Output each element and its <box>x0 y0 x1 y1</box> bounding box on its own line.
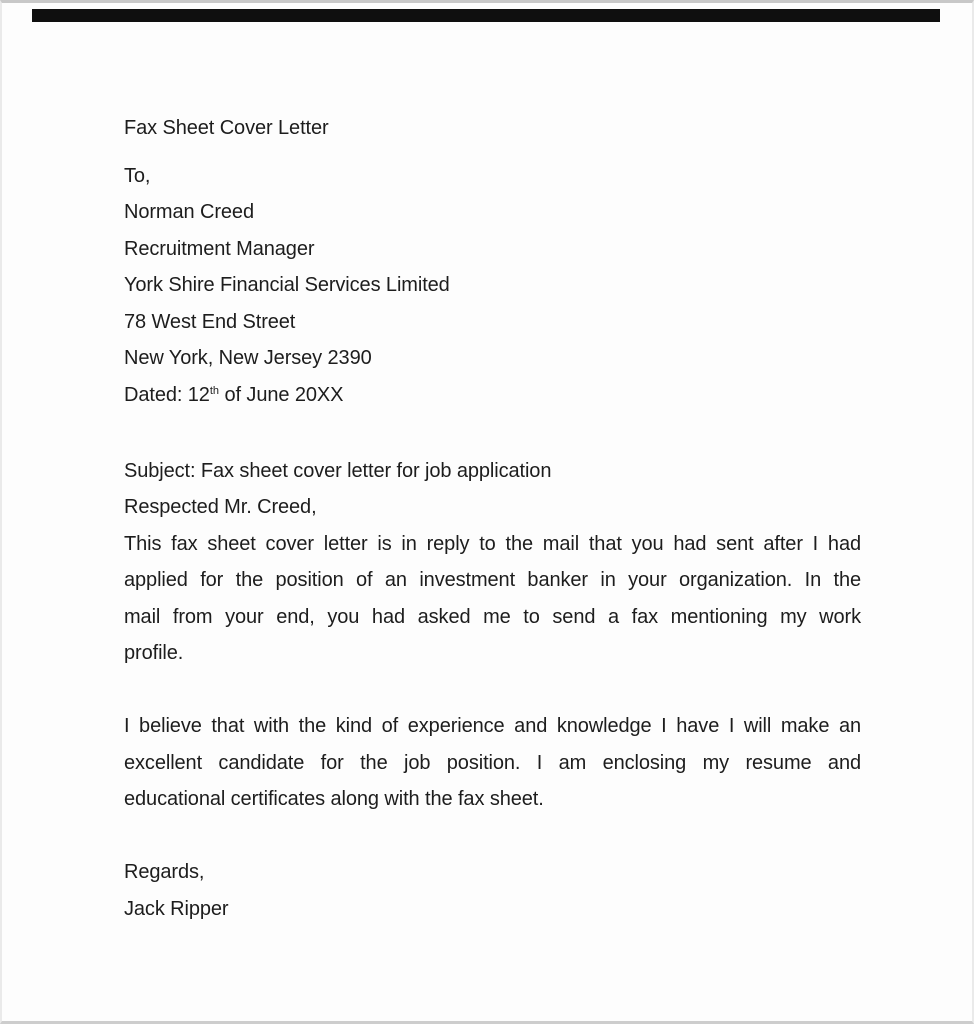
recipient-street: 78 West End Street <box>124 310 296 333</box>
recipient-name: Norman Creed <box>124 201 254 223</box>
body-paragraph-1 <box>124 526 861 672</box>
body-line: educational certificates along with the fax sheet. <box>124 788 544 810</box>
body-paragraph-2 <box>124 708 861 818</box>
closing-regards: Regards, <box>124 861 205 883</box>
recipient-company: York Shire Financial Services Limited <box>124 274 450 296</box>
subject-line: Subject: Fax sheet cover letter for job application <box>124 459 552 482</box>
body-line: mail from your end, you had asked me to send a fax mentioning my work <box>124 605 861 628</box>
date-ordinal-superscript: th <box>209 384 220 397</box>
salutation: Respected Mr. Creed, <box>124 496 317 518</box>
body-line: excellent candidate for the job position. I am enclosing my resume and <box>124 751 861 774</box>
body-line: I believe that with the kind of experience and knowledge I have I will make an <box>124 715 861 737</box>
closing-block <box>124 854 861 927</box>
top-border-bar <box>32 9 940 22</box>
date-suffix: of June 20XX <box>219 383 344 406</box>
body-line: profile. <box>124 642 184 664</box>
subject-and-body <box>124 453 861 672</box>
recipient-label: To, <box>124 164 151 187</box>
letter-body <box>124 110 861 927</box>
signature-name: Jack Ripper <box>124 897 229 920</box>
recipient-block <box>124 158 861 417</box>
date-prefix: Dated: 12 <box>124 383 210 406</box>
body-line: This fax sheet cover letter is in reply to the mail that you had sent after I had <box>124 532 861 555</box>
recipient-role: Recruitment Manager <box>124 237 315 260</box>
date-line <box>124 377 861 417</box>
body-line: applied for the position of an investment banker in your organization. In the <box>124 569 861 591</box>
recipient-city: New York, New Jersey 2390 <box>124 347 372 369</box>
letter-title: Fax Sheet Cover Letter <box>124 117 329 139</box>
